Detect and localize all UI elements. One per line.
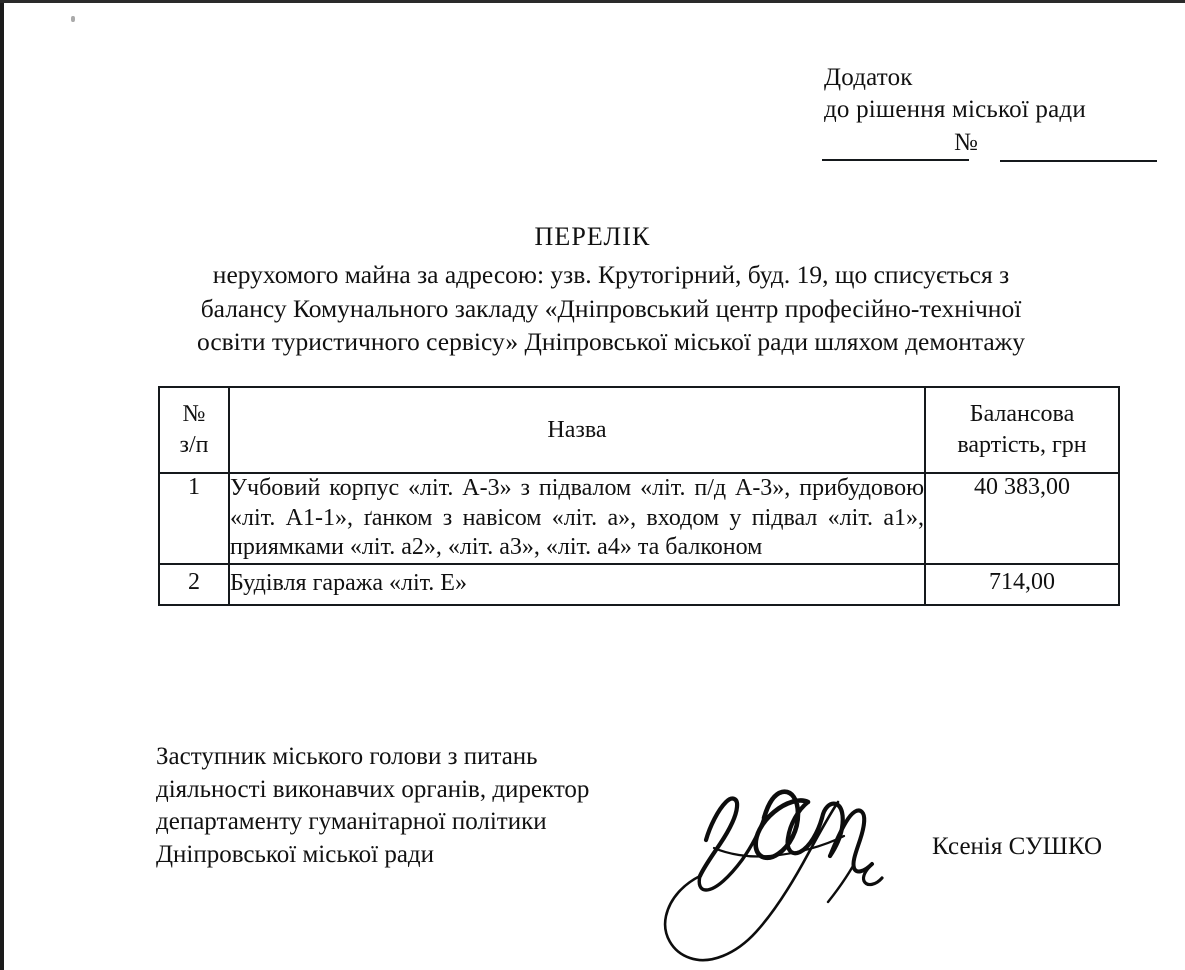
- signatory-title-line-1: Заступник міського голови з питань: [156, 743, 538, 770]
- table-header-row-group: [159, 387, 1119, 473]
- header-line-decision: до рішення міської ради: [824, 96, 1086, 123]
- title-description-line-3: освіти туристичного сервісу» Дніпровської міської ради шляхом демонтажу: [196, 327, 1026, 356]
- decision-number-blank-rule: [1000, 160, 1157, 162]
- scan-edge-artifact-left: [0, 0, 4, 970]
- row-value: 40 383,00: [925, 473, 1119, 564]
- property-register-table: [158, 386, 1120, 606]
- table-body: [159, 473, 1119, 605]
- scan-speck-artifact: [71, 16, 75, 22]
- table-row: [159, 473, 1119, 564]
- signatory-title-line-3: департаменту гуманітарної політики: [156, 808, 547, 835]
- column-header-value-line1: Балансова: [969, 401, 1075, 427]
- row-number: 2: [159, 564, 229, 606]
- document-reference-header: [824, 62, 1164, 165]
- title-description: [160, 258, 1062, 359]
- title-description-line-2: балансу Комунального закладу «Дніпровський центр професійно-технічної: [200, 293, 1022, 323]
- row-value: 714,00: [925, 564, 1119, 606]
- handwritten-signature-icon: [648, 766, 938, 970]
- column-header-number-line1: №: [182, 401, 206, 427]
- title-description-line-1: нерухомого майна за адресою: узв. Крутогірний, буд. 19, що списується з: [212, 260, 1010, 289]
- row-name: Учбовий корпус «літ. А-3» з підвалом «літ. п/д А-3», прибудовою «літ. А1-1», ґанком з навісом «літ. а», входом у підвал «літ. а1», приямками «літ. а2», «літ. а3», «літ. а4» та балконом: [229, 473, 925, 564]
- column-header-value: [925, 387, 1119, 473]
- row-name: Будівля гаража «літ. Е»: [229, 564, 925, 606]
- column-header-number: [159, 387, 229, 473]
- signatory-title-line-4: Дніпровської міської ради: [156, 840, 435, 868]
- scan-edge-artifact-top: [0, 0, 1185, 3]
- page-title: ПЕРЕЛІК: [534, 222, 651, 251]
- row-number: 1: [159, 473, 229, 564]
- number-sign-symbol: №: [954, 129, 979, 156]
- signatory-name: Ксенія СУШКО: [932, 833, 1102, 860]
- table-row: [159, 564, 1119, 606]
- signatory-title: [156, 741, 676, 871]
- header-line-appendix: Додаток: [824, 64, 913, 91]
- decision-date-blank-rule: [822, 159, 969, 161]
- decision-number-row: [824, 127, 1164, 165]
- column-header-value-line2: вартість, грн: [957, 432, 1087, 458]
- column-header-number-line2: з/п: [179, 432, 209, 458]
- table-header-row: [159, 387, 1119, 473]
- signatory-title-line-2: діяльності виконавчих органів, директор: [156, 775, 590, 803]
- column-header-name: Назва: [229, 387, 925, 473]
